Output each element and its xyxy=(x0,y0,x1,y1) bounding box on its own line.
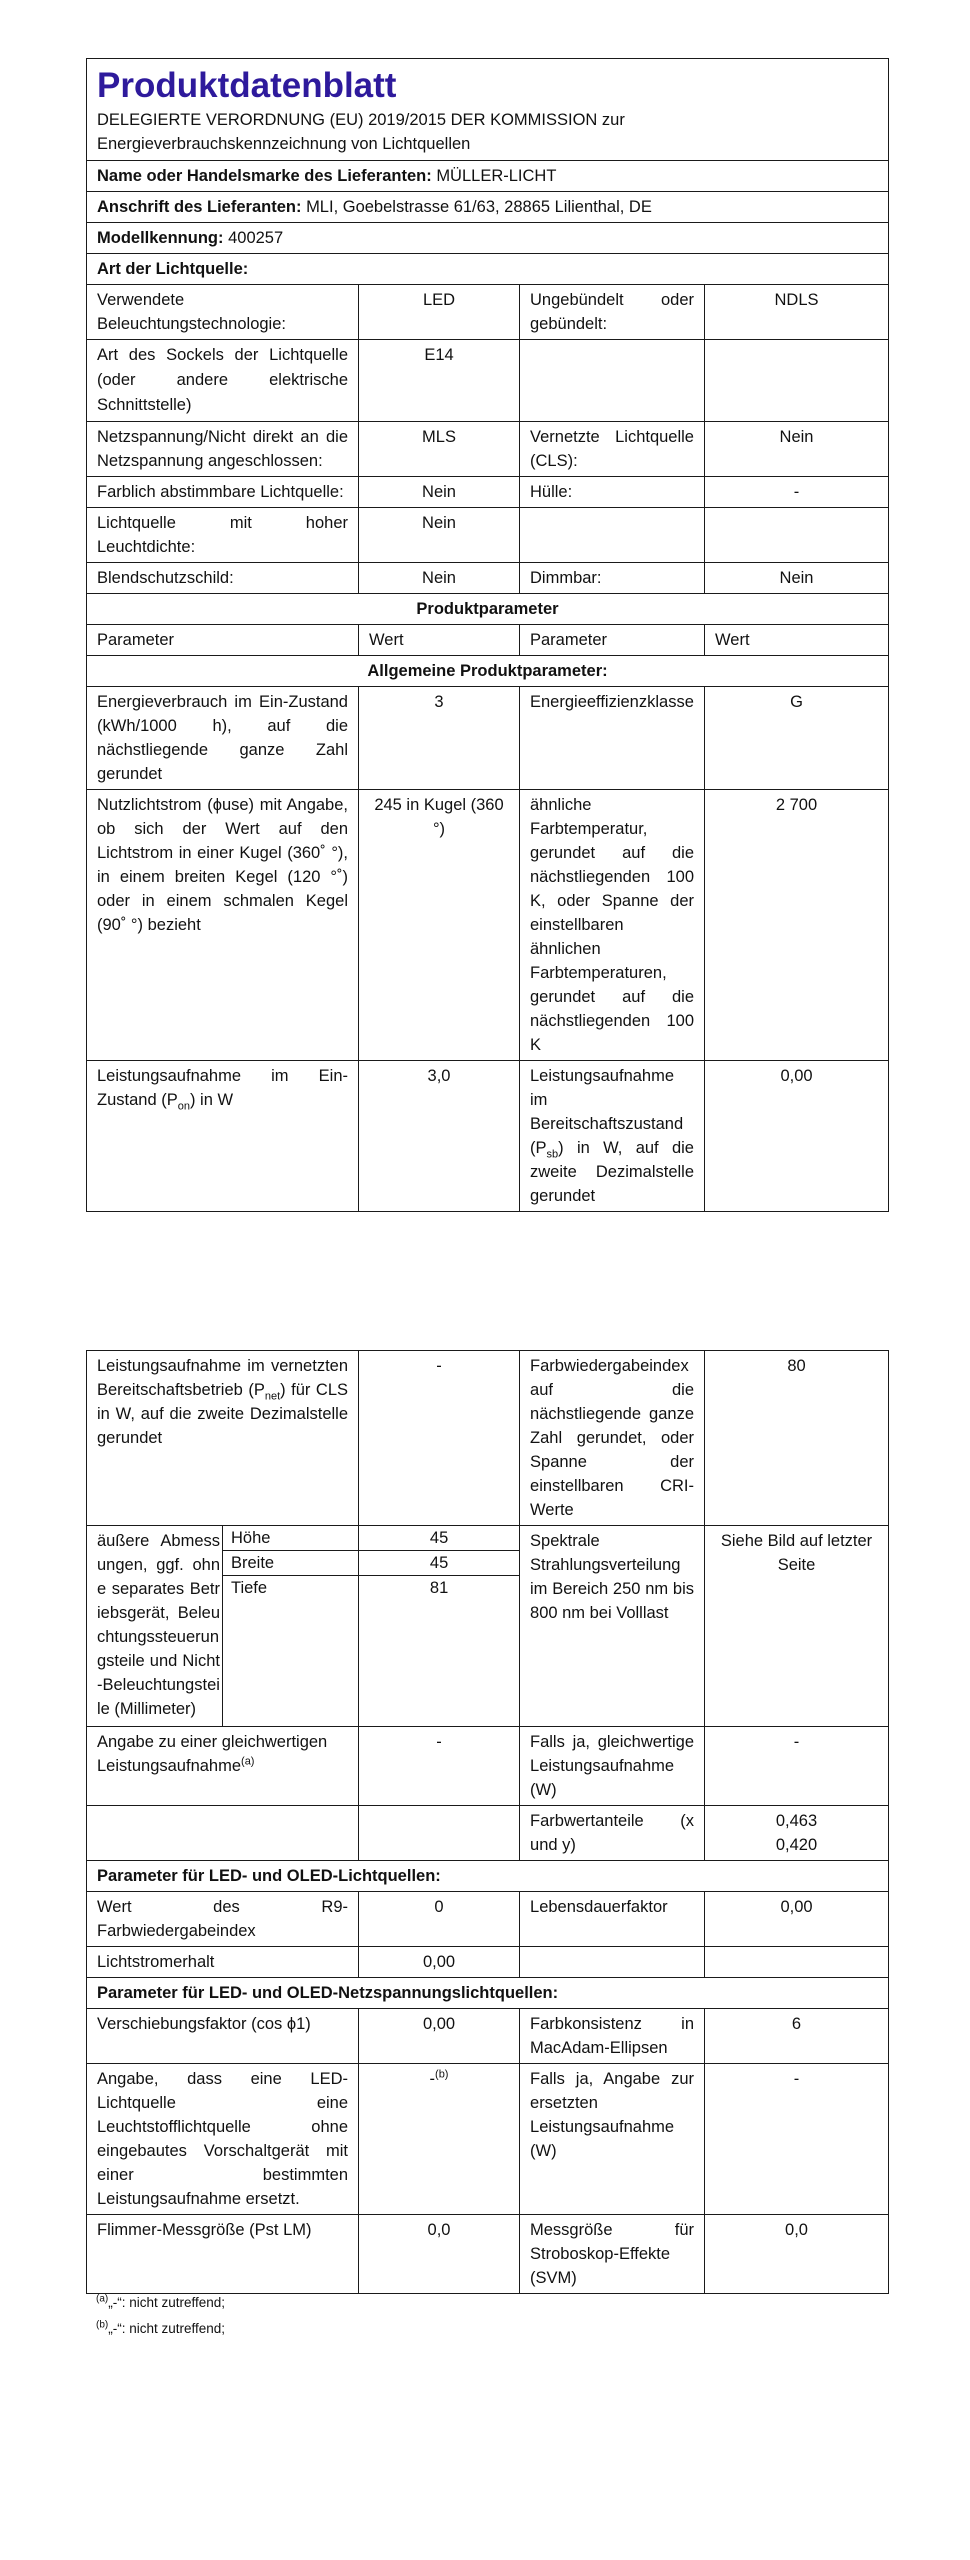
cri-label: Farbwiedergabeindex auf die nächstliegende ganze Zahl gerundet, oder Spanne der einstellbaren CRI-Werte xyxy=(520,1351,705,1526)
cct-value: 2 700 xyxy=(705,790,889,1061)
light-source-type-heading: Art der Lichtquelle: xyxy=(87,254,889,285)
glare-shield-value: Nein xyxy=(359,563,520,594)
networked-subscript: net xyxy=(264,1390,281,1403)
color-consistency-value: 6 xyxy=(705,2009,889,2064)
empty-cell xyxy=(520,508,705,563)
empty-cell xyxy=(705,508,889,563)
tech-label: Verwendete Beleuchtungstechnologie: xyxy=(87,285,359,340)
empty-cell xyxy=(87,1806,359,1861)
width-label: Breite xyxy=(223,1551,359,1576)
r9-value: 0 xyxy=(359,1892,520,1947)
chromaticity-value xyxy=(705,1806,889,1861)
networked-standby-text: Leistungsaufnahme im vernetzten Bereitschaftsbetrieb (P xyxy=(97,1357,349,1399)
flicker-metric-label: Flimmer-Messgröße (Pst LM) xyxy=(87,2215,359,2294)
empty-cell xyxy=(520,1947,705,1978)
standby-subscript: sb xyxy=(546,1148,559,1161)
envelope-value: - xyxy=(705,477,889,508)
lumen-maintenance-label: Lichtstromerhalt xyxy=(87,1947,359,1978)
led-parameters-heading: Parameter für LED- und OLED-Lichtquellen: xyxy=(87,1861,889,1892)
on-mode-power-text-end: ) in W xyxy=(189,1091,234,1109)
chromaticity-x: 0,463 xyxy=(775,1812,818,1830)
energy-consumption-value: 3 xyxy=(359,687,520,790)
color-consistency-label: Farbkonsistenz in MacAdam-Ellipsen xyxy=(520,2009,705,2064)
color-tunable-value: Nein xyxy=(359,477,520,508)
energy-class-value: G xyxy=(705,687,889,790)
parameter-header: Parameter xyxy=(520,625,705,656)
tech-value: LED xyxy=(359,285,520,340)
stroboscopic-metric-label: Messgröße für Stroboskop-Effekte (SVM) xyxy=(520,2215,705,2294)
energy-consumption-label: Energieverbrauch im Ein-Zustand (kWh/1000 h), auf die nächstliegende ganze Zahl gerundet xyxy=(87,687,359,790)
footnote-a xyxy=(96,2293,225,2313)
dimensions-label: äußere Abmessungen, ggf. ohne separates Betriebsgerät, Beleuchtungssteuerungsteile und Nicht-Beleuchtungsteile (Millimeter) xyxy=(87,1526,223,1727)
replaced-power-label: Falls ja, Angabe zur ersetzten Leistungsaufnahme (W) xyxy=(520,2064,705,2215)
height-value: 45 xyxy=(359,1526,519,1551)
networked-standby-value: - xyxy=(359,1351,520,1526)
on-mode-power-text: Leistungsaufnahme im Ein-Zustand (P xyxy=(97,1067,348,1109)
product-parameters-heading: Produktparameter xyxy=(87,594,889,625)
equivalent-power-claim-label xyxy=(87,1727,359,1806)
r9-label: Wert des R9-Farbwiedergabeindex xyxy=(87,1892,359,1947)
lumen-maintenance-value: 0,00 xyxy=(359,1947,520,1978)
luminous-flux-value: 245 in Kugel (360 °) xyxy=(359,790,520,1061)
lifetime-factor-label: Lebensdauerfaktor xyxy=(520,1892,705,1947)
dimensions-table xyxy=(223,1526,519,1726)
product-parameters-table-continued xyxy=(86,1350,889,2294)
footnote-b xyxy=(96,2319,225,2339)
on-mode-power-value: 3,0 xyxy=(359,1061,520,1212)
empty-cell xyxy=(359,1806,520,1861)
mains-value: MLS xyxy=(359,422,520,477)
displacement-factor-value: 0,00 xyxy=(359,2009,520,2064)
supplier-row xyxy=(87,161,889,192)
depth-label: Tiefe xyxy=(223,1576,359,1727)
dimensions-cell xyxy=(223,1526,520,1727)
general-parameters-heading: Allgemeine Produktparameter: xyxy=(87,656,889,687)
luminous-flux-label: Nutzlichtstrom (ϕuse) mit Angabe, ob sich der Wert auf den Lichtstrom in einer Kugel (360˚ °), in einem breiten Kegel (120 °˚) oder in einem schmalen Kegel (90˚ °) bezieht xyxy=(87,790,359,1061)
glare-shield-label: Blendschutzschild: xyxy=(87,563,359,594)
cct-label: ähnliche Farbtemperatur, gerundet auf die nächstliegenden 100 K, oder Spanne der einstellbaren ähnlichen Farbtemperaturen, gerundet auf die nächstliegenden 100 K xyxy=(520,790,705,1061)
equivalent-power-value: - xyxy=(705,1727,889,1806)
address-row xyxy=(87,192,889,223)
bundled-label: Ungebündelt oder gebündelt: xyxy=(520,285,705,340)
footnote-a-ref: (a) xyxy=(241,1755,255,1768)
cls-label: Vernetzte Lichtquelle (CLS): xyxy=(520,422,705,477)
empty-cell xyxy=(705,340,889,422)
cri-value: 80 xyxy=(705,1351,889,1526)
model-value: 400257 xyxy=(228,229,284,247)
parameter-header: Parameter xyxy=(87,625,359,656)
led-mains-parameters-heading: Parameter für LED- und OLED-Netzspannungslichtquellen: xyxy=(87,1978,889,2009)
depth-value: 81 xyxy=(359,1576,519,1727)
width-value: 45 xyxy=(359,1551,519,1576)
spectral-distribution-label: Spektrale Strahlungsverteilung im Bereich 250 nm bis 800 nm bei Volllast xyxy=(520,1526,705,1727)
mains-label: Netzspannung/Nicht direkt an die Netzspannung angeschlossen: xyxy=(87,422,359,477)
value-header: Wert xyxy=(359,625,520,656)
height-label: Höhe xyxy=(223,1526,359,1551)
supplier-label: Name oder Handelsmarke des Lieferanten: xyxy=(97,167,432,185)
regulation-text: DELEGIERTE VERORDNUNG (EU) 2019/2015 DER KOMMISSION zur Energieverbrauchskennzeichnung von Lichtquellen xyxy=(97,111,625,153)
on-mode-power-label xyxy=(87,1061,359,1212)
socket-label: Art des Sockels der Lichtquelle (oder andere elektrische Schnittstelle) xyxy=(87,340,359,422)
standby-power-text: Leistungsaufnahme im Bereitschaftszustand (P xyxy=(530,1067,684,1157)
bundled-value: NDLS xyxy=(705,285,889,340)
envelope-label: Hülle: xyxy=(520,477,705,508)
equivalent-power-text: Angabe zu einer gleichwertigen Leistungsaufnahme xyxy=(97,1733,328,1775)
footnote-b-mark: (b) xyxy=(96,2319,109,2331)
address-value: MLI, Goebelstrasse 61/63, 28865 Lilienthal, DE xyxy=(306,198,652,216)
flicker-metric-value: 0,0 xyxy=(359,2215,520,2294)
footnote-a-mark: (a) xyxy=(96,2293,109,2305)
networked-standby-label xyxy=(87,1351,359,1526)
equivalent-power-claim-value: - xyxy=(359,1727,520,1806)
footnote-b-text: „-“: nicht zutreffend; xyxy=(108,2321,226,2336)
color-tunable-label: Farblich abstimmbare Lichtquelle: xyxy=(87,477,359,508)
product-datasheet-table xyxy=(86,58,889,1212)
high-luminance-label: Lichtquelle mit hoher Leuchtdichte: xyxy=(87,508,359,563)
equivalent-power-label: Falls ja, gleichwertige Leistungsaufnahme (W) xyxy=(520,1727,705,1806)
model-label: Modellkennung: xyxy=(97,229,224,247)
standby-power-value: 0,00 xyxy=(705,1061,889,1212)
led-replacement-claim-value xyxy=(359,2064,520,2215)
footnote-b-ref: (b) xyxy=(435,2068,449,2081)
dimmable-label: Dimmbar: xyxy=(520,563,705,594)
on-mode-subscript: on xyxy=(177,1100,190,1113)
value-header: Wert xyxy=(705,625,889,656)
chromaticity-label: Farbwertanteile (x und y) xyxy=(520,1806,705,1861)
chromaticity-y: 0,420 xyxy=(775,1836,818,1854)
cls-value: Nein xyxy=(705,422,889,477)
model-row xyxy=(87,223,889,254)
energy-class-label: Energieeffizienzklasse xyxy=(520,687,705,790)
supplier-value: MÜLLER-LICHT xyxy=(436,167,557,185)
led-replacement-dash: - xyxy=(429,2070,436,2088)
led-replacement-claim-label: Angabe, dass eine LED-Lichtquelle eine Leuchtstofflichtquelle ohne eingebautes Vorschaltgerät mit einer bestimmten Leistungsaufnahme ersetzt. xyxy=(87,2064,359,2215)
dimmable-value: Nein xyxy=(705,563,889,594)
networked-standby-text-end: ) für CLS in W, auf die zweite Dezimalstelle gerundet xyxy=(97,1381,349,1447)
lifetime-factor-value: 0,00 xyxy=(705,1892,889,1947)
footnote-a-text: „-“: nicht zutreffend; xyxy=(108,2295,226,2310)
stroboscopic-metric-value: 0,0 xyxy=(705,2215,889,2294)
empty-cell xyxy=(520,340,705,422)
standby-power-text-end: ) in W, auf die zweite Dezimalstelle gerundet xyxy=(530,1139,694,1205)
replaced-power-value: - xyxy=(705,2064,889,2215)
datasheet-header xyxy=(87,59,889,161)
empty-cell xyxy=(705,1947,889,1978)
footnotes xyxy=(96,2293,225,2339)
high-luminance-value: Nein xyxy=(359,508,520,563)
address-label: Anschrift des Lieferanten: xyxy=(97,198,302,216)
displacement-factor-label: Verschiebungsfaktor (cos ϕ1) xyxy=(87,2009,359,2064)
socket-value: E14 xyxy=(359,340,520,422)
standby-power-label xyxy=(520,1061,705,1212)
spectral-distribution-value: Siehe Bild auf letzter Seite xyxy=(705,1526,889,1727)
page-title: Produktdatenblatt xyxy=(97,66,397,105)
